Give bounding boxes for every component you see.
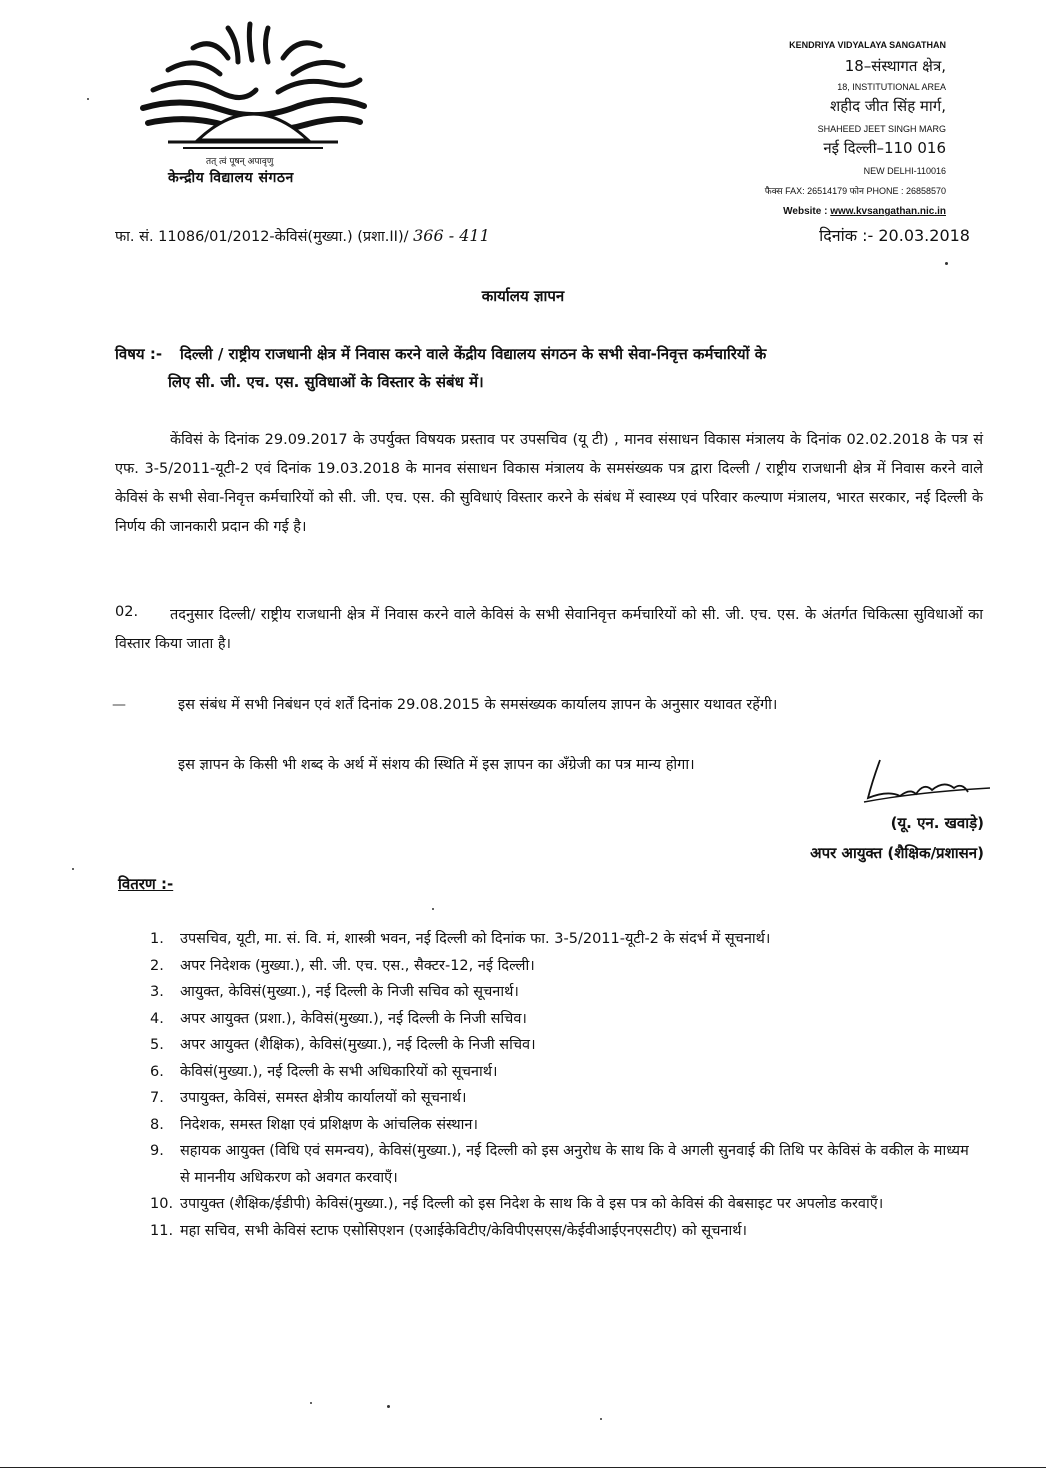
file-number: फा. सं. 11086/01/2012-केविसं(मुख्या.) (प्रशा.II)/ [115, 229, 409, 245]
rising-sun-logo-icon [128, 18, 378, 158]
distribution-item-number: 10. [150, 1196, 174, 1212]
distribution-item-text: निदेशक, समस्त शिक्षा एवं प्रशिक्षण के आंचलिक संस्थान। [180, 1116, 478, 1133]
city-en: NEW DELHI-110016 [863, 166, 946, 176]
website-link[interactable]: www.kvsangathan.nic.in [830, 206, 946, 217]
distribution-item-text: उपसचिव, यूटी, मा. सं. वि. मं, शास्त्री भवन, नई दिल्ली को दिनांक फा. 3-5/2011-यूटी-2 के संदर्भ में सूचनार्थ। [180, 931, 771, 947]
distribution-item [150, 953, 980, 980]
margin-dash: — [112, 697, 126, 713]
road-hi: शहीद जीत सिंह मार्ग, [830, 97, 946, 115]
distribution-item-number: 8. [150, 1116, 164, 1133]
distribution-item-number: 6. [150, 1063, 164, 1080]
area-hi: 18–संस्थागत क्षेत्र, [844, 57, 946, 75]
distribution-item [150, 1032, 980, 1059]
distribution-item [150, 1218, 980, 1245]
paragraph-2-number: 02. [115, 604, 139, 620]
city-hi: नई दिल्ली–110 016 [823, 139, 946, 157]
distribution-item-text: अपर निदेशक (मुख्या.), सी. जी. एच. एस., सैक्टर-12, नई दिल्ली। [180, 957, 535, 974]
distribution-item [150, 1059, 980, 1086]
distribution-item-number: 5. [150, 1037, 164, 1053]
distribution-item-text: आयुक्त, केविसं(मुख्या.), नई दिल्ली के निजी सचिव को सूचनार्थ। [180, 984, 519, 1000]
phone-fax: फैक्स FAX: 26514179 फोन PHONE : 26858570 [764, 186, 946, 196]
distribution-item [150, 1006, 980, 1033]
distribution-item [150, 1191, 980, 1218]
distribution-list [150, 926, 980, 1244]
file-reference [115, 226, 490, 246]
distribution-item-number: 4. [150, 1010, 164, 1027]
paragraph-1 [115, 426, 983, 542]
logo-org-name: केन्द्रीय विद्यालय संगठन [168, 170, 294, 186]
distribution-item-number: 7. [150, 1090, 164, 1106]
distribution-item-text: महा सचिव, सभी केविसं स्टाफ एसोसिएशन (एआईकेविटीए/केविपीएसएस/केईवीआईएनएसटीए) को सूचनार्थ। [180, 1222, 747, 1239]
distribution-item-text: सहायक आयुक्त (विधि एवं समन्वय), केविसं(मुख्या.), नई दिल्ली को इस अनुरोध के साथ कि वे अगली सुनवाई की तिथि पर केविसं के वकील के माध्यम से माननीय अधिकरण को अवगत करवाएँ। [180, 1143, 969, 1186]
distribution-item [150, 926, 980, 953]
distribution-item [150, 1112, 980, 1139]
distribution-item-number: 1. [150, 931, 164, 947]
logo-motto: तत् त्वं पूषन् अपावृणु [206, 157, 274, 167]
org-name-en: KENDRIYA VIDYALAYA SANGATHAN [789, 40, 946, 50]
distribution-item-text: अपर आयुक्त (शैक्षिक), केविसं(मुख्या.), नई दिल्ली के निजी सचिव। [180, 1037, 536, 1053]
paragraph-3: इस संबंध में सभी निबंधन एवं शर्तें दिनांक 29.08.2015 के समसंख्यक कार्यालय ज्ञापन के अनुसार यथावत रहेंगी। [178, 697, 778, 713]
handwritten-number: 366 - 411 [413, 226, 490, 245]
bottom-scan-edge [0, 1467, 1046, 1468]
website-label: Website : [783, 206, 828, 217]
road-en: SHAHEED JEET SINGH MARG [817, 124, 946, 134]
website-line [783, 206, 946, 217]
distribution-heading: वितरण :- [118, 875, 174, 893]
subject-line-2: लिए सी. जी. एच. एस. सुविधाओं के विस्तार के संबंध में। [168, 373, 484, 391]
distribution-item-number: 3. [150, 984, 164, 1000]
memo-date: दिनांक :- 20.03.2018 [819, 226, 970, 245]
subject-label: विषय :- [115, 345, 163, 363]
area-en: 18, INSTITUTIONAL AREA [837, 82, 946, 92]
distribution-item [150, 1138, 980, 1191]
distribution-item [150, 979, 980, 1006]
paragraph-4: इस ज्ञापन के किसी भी शब्द के अर्थ में संशय की स्थिति में इस ज्ञापन का अँग्रेजी का पत्र मान्य होगा। [178, 757, 695, 773]
signatory-name: (यू. एन. खवाड़े) [890, 814, 984, 832]
signatory-designation: अपर आयुक्त (शैक्षिक/प्रशासन) [810, 844, 984, 862]
paragraph-2 [115, 601, 983, 659]
distribution-item-text: केविसं(मुख्या.), नई दिल्ली के सभी अधिकारियों को सूचनार्थ। [180, 1063, 498, 1080]
distribution-item-text: उपायुक्त, केविसं, समस्त क्षेत्रीय कार्यालयों को सूचनार्थ। [180, 1090, 467, 1106]
distribution-item-number: 2. [150, 957, 164, 974]
distribution-item-number: 9. [150, 1143, 164, 1159]
subject-line-1: दिल्ली / राष्ट्रीय राजधानी क्षेत्र में निवास करने वाले केंद्रीय विद्यालय संगठन के सभी सेवा-निवृत्त कर्मचारियों के [180, 345, 767, 363]
handwritten-signature [858, 752, 998, 812]
kvs-logo [128, 18, 378, 188]
paragraph-2-text: तदनुसार दिल्ली/ राष्ट्रीय राजधानी क्षेत्र में निवास करने वाले केविसं के सभी सेवानिवृत्त कर्मचारियों को सी. जी. एच. एस. के अंतर्गत चिकित्सा सुविधाओं का विस्तार किया जाता है। [115, 607, 983, 652]
distribution-item-text: अपर आयुक्त (प्रशा.), केविसं(मुख्या.), नई दिल्ली के निजी सचिव। [180, 1010, 527, 1027]
distribution-item [150, 1085, 980, 1112]
memo-title: कार्यालय ज्ञापन [481, 287, 565, 305]
paragraph-1-text: केंविसं के दिनांक 29.09.2017 के उपर्युक्त विषयक प्रस्ताव पर उपसचिव (यू टी) , मानव संसाधन विकास मंत्रालय के दिनांक 02.02.2018 के पत्र सं एफ. 3-5/2011-यूटी-2 एवं दिनांक 19.03.2018 के मानव संसाधन विकास मंत्रालय के समसंख्यक पत्र द्वारा दिल्ली / राष्ट्रीय राजधानी क्षेत्र में निवास करने वाले केविसं के सभी सेवा-निवृत्त कर्मचारियों को सी. जी. एच. एस. की सुविधाएं विस्तार करने के संबंध में स्वास्थ्य एवं परिवार कल्याण मंत्रालय, भारत सरकार, नई दिल्ली के निर्णय की जानकारी प्रदान की गई है। [115, 432, 983, 535]
distribution-item-number: 11. [150, 1222, 174, 1239]
distribution-item-text: उपायुक्त (शैक्षिक/ईडीपी) केविसं(मुख्या.), नई दिल्ली को इस निदेश के साथ कि वे इस पत्र को केविसं की वेबसाइट पर अपलोड करवाएँ। [180, 1196, 884, 1212]
